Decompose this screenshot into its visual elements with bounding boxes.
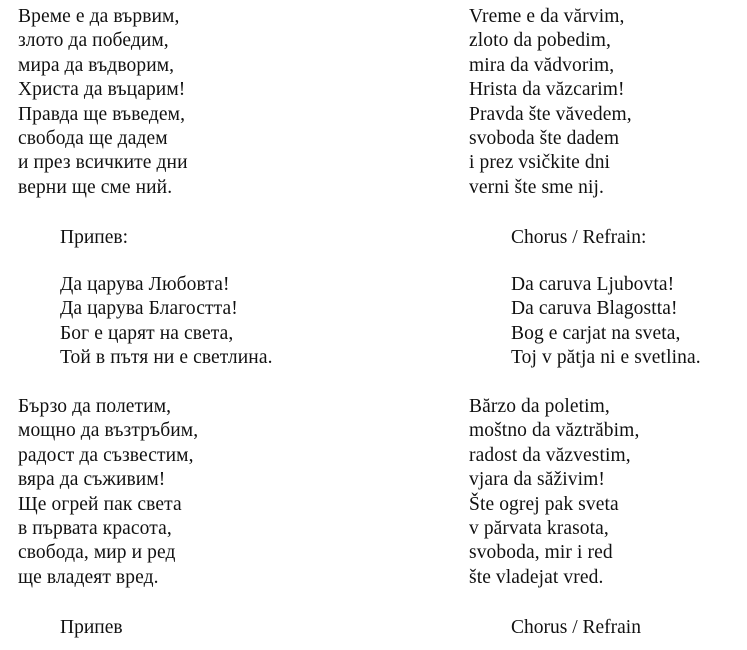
verse-line: Време е да вървим, (18, 6, 180, 27)
verse-line: Ще огрей пак света (18, 493, 182, 515)
verse-line: verni šte sme nij. (469, 176, 605, 198)
verse-line: в първата красота, (18, 517, 172, 539)
verse-line: злото да победим, (18, 30, 169, 52)
verse-line: zloto da pobedim, (469, 30, 611, 52)
verse-line: Христа да въцарим! (18, 79, 186, 101)
verse-line: верни ще сме ний. (18, 176, 173, 198)
verse-line: Bărzo da poletim, (469, 396, 610, 417)
bulgarian-chorus-heading-2 (60, 616, 123, 640)
chorus-line: Toj v pătja ni e svetlina. (511, 347, 701, 369)
chorus-heading: Припев: (60, 227, 128, 248)
chorus-line: Bog e carjat na sveta, (511, 322, 681, 344)
verse-line: Šte ogrej pak sveta (469, 493, 619, 515)
verse-line: Правда ще въведем, (18, 103, 186, 125)
verse-line: мощно да възтръбим, (18, 420, 199, 442)
verse-line: moštno da văztrăbim, (469, 420, 640, 442)
verse-line: Pravda šte văvedem, (469, 103, 632, 125)
chorus-line: Той в пътя ни е светлина. (60, 347, 273, 369)
verse-line: i prez vsičkite dni (469, 152, 611, 174)
verse-line: svoboda šte dadem (469, 127, 620, 149)
bulgarian-chorus-heading (60, 226, 128, 250)
verse-line: svoboda, mir i red (469, 542, 613, 564)
verse-line: Vreme e da vărvim, (469, 6, 625, 27)
verse-line: šte vladejat vred. (469, 566, 604, 588)
verse-line: mira da vădvorim, (469, 54, 615, 76)
transliteration-chorus-heading-2 (511, 616, 641, 640)
verse-line: Бързо да полетим, (18, 396, 172, 417)
chorus-line: Бог е царят на света, (60, 322, 234, 344)
bulgarian-column (18, 0, 348, 650)
verse-line: вяра да съживим! (18, 469, 166, 491)
verse-line: мира да въдворим, (18, 54, 175, 76)
verse-line: Hrista da văzcarim! (469, 79, 625, 101)
verse-line: radost da văzvestim, (469, 444, 631, 466)
bulgarian-chorus (60, 273, 273, 371)
chorus-line: Da caruva Blagostta! (511, 298, 678, 320)
verse-line: v părvata krasota, (469, 517, 609, 539)
verse-line: и през всичките дни (18, 152, 188, 174)
verse-line: vjara da săživim! (469, 469, 605, 491)
bulgarian-verse-2 (18, 395, 198, 590)
chorus-line: Да царува Благостта! (60, 298, 238, 320)
verse-line: радост да съзвестим, (18, 444, 194, 466)
transliteration-verse-1 (469, 5, 632, 200)
transliteration-verse-2 (469, 395, 639, 590)
chorus-heading: Припев (60, 617, 123, 638)
transliteration-chorus-heading (511, 226, 646, 250)
verse-line: свобода, мир и ред (18, 542, 176, 564)
transliteration-chorus (511, 273, 701, 371)
chorus-line: Da caruva Ljubovta! (511, 274, 675, 295)
chorus-heading: Chorus / Refrain: (511, 227, 647, 248)
verse-line: свобода ще дадем (18, 127, 168, 149)
bulgarian-verse-1 (18, 5, 188, 200)
chorus-line: Да царува Любовта! (60, 274, 230, 295)
chorus-heading: Chorus / Refrain (511, 617, 641, 638)
verse-line: ще владеят вред. (18, 566, 159, 588)
transliteration-column (469, 0, 747, 650)
